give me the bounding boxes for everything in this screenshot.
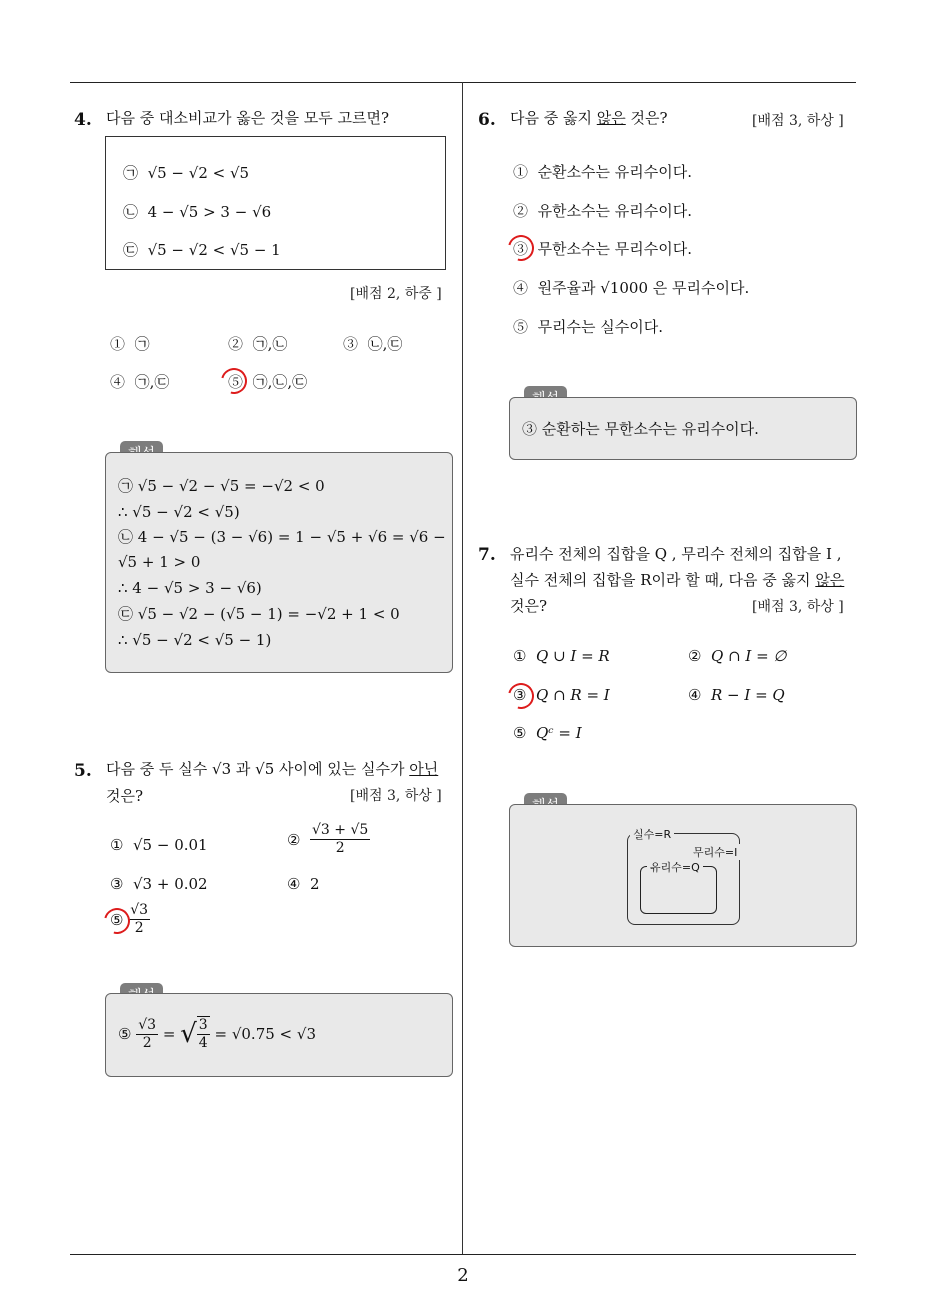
q5-option-2[interactable] (287, 822, 370, 857)
option-number: ① (513, 163, 529, 181)
option-text: ㉠,㉡,㉢ (252, 373, 308, 391)
equals-sign: = (162, 1025, 176, 1043)
q7-option-1[interactable] (513, 647, 610, 665)
option-text: Q ∪ I = R (536, 647, 610, 665)
q6-option-3[interactable] (513, 238, 692, 259)
item-expr: √5 − √2 < √5 − 1 (147, 241, 281, 259)
option-number: ④ (513, 279, 529, 297)
option-text: 무리수는 실수이다. (537, 318, 664, 336)
venn-label-real: 실수=R (630, 826, 674, 842)
option-number: ④ (110, 373, 126, 391)
q6-answer-circle (503, 230, 539, 266)
q4-solution-line-3: ㉡ 4 − √5 − (3 − √6) = 1 − √5 + √6 = √6 − (118, 528, 446, 546)
option-number: ① (110, 335, 126, 353)
q7-option-4[interactable] (688, 686, 785, 704)
q6-solution-line: ③ 순환하는 무한소수는 유리수이다. (522, 420, 759, 438)
q4-answer-circle (216, 363, 252, 399)
solution-mark: ⑤ (118, 1025, 132, 1043)
q4-solution-box (105, 452, 453, 673)
q5-option-1[interactable] (110, 836, 208, 854)
q7-answer-circle (503, 678, 539, 714)
option-number: ③ (513, 240, 529, 258)
q7-text-line-2 (510, 566, 844, 594)
option-text: 유한소수는 유리수이다. (537, 202, 692, 220)
q5-text-main: 다음 중 두 실수 √3 과 √5 사이에 있는 실수가 (106, 760, 410, 778)
item-expr: √5 − √2 < √5 (147, 164, 250, 182)
q4-item-3 (123, 237, 281, 263)
option-number: ③ (513, 686, 527, 704)
q5-option-4[interactable] (287, 875, 320, 893)
solution-fraction (136, 1017, 158, 1052)
option-text: ㉠,㉢ (134, 373, 170, 391)
q7-number: 7. (478, 545, 496, 565)
venn-outer-set (627, 828, 740, 925)
item-mark: ㉡ (123, 203, 139, 221)
q6-underlined-word: 않은 (596, 109, 626, 127)
q4-option-1[interactable] (110, 333, 150, 354)
option-number: ④ (688, 686, 702, 704)
fraction-denominator: 2 (335, 840, 345, 856)
q4-score: [배점 2, 하중 ] (350, 286, 442, 302)
q7-underlined-word: 않은 (815, 571, 845, 589)
option-number: ⑤ (513, 318, 529, 336)
q4-solution-line-6: ㉢ √5 − √2 − (√5 − 1) = −√2 + 1 < 0 (118, 605, 400, 623)
q6-text-post: 것은? (625, 109, 668, 127)
option-text: √5 − 0.01 (133, 836, 208, 854)
page-number: 2 (457, 1265, 469, 1286)
option-text: 2 (310, 875, 320, 893)
q4-solution-line-5: ∴ 4 − √5 > 3 − √6) (118, 579, 262, 597)
option-number: ③ (110, 875, 124, 893)
q6-option-5[interactable] (513, 316, 663, 337)
q4-statement-box (105, 136, 446, 270)
radicand-fraction (197, 1016, 210, 1052)
fraction-numerator: √3 + √5 (312, 822, 369, 838)
q6-text-pre: 다음 중 옳지 (510, 109, 597, 127)
q4-solution-line-7: ∴ √5 − √2 < √5 − 1) (118, 631, 272, 649)
q7-solution-box (509, 804, 857, 947)
option-number: ⑤ (228, 373, 244, 391)
q7-option-5[interactable] (513, 724, 582, 742)
venn-inner-set (640, 861, 717, 914)
fraction-denominator: 2 (134, 920, 144, 936)
fraction-numerator: √3 (138, 1016, 157, 1033)
q5-text-line-2: 것은? (106, 787, 144, 805)
q6-option-4[interactable] (513, 277, 749, 298)
option-text: R − I = Q (711, 686, 785, 704)
q4-item-2 (123, 199, 271, 225)
q4-text: 다음 중 대소비교가 옳은 것을 모두 고르면? (106, 109, 389, 127)
option-text: Qᶜ = I (536, 724, 582, 742)
venn-label-irrational: 무리수=I (690, 844, 740, 860)
q7-text-line-1: 유리수 전체의 집합을 Q , 무리수 전체의 집합을 I , (510, 545, 842, 563)
item-mark: ㉢ (123, 241, 139, 259)
option-text: ㉡,㉢ (367, 335, 403, 353)
q5-solution-box (105, 993, 453, 1077)
option-text: Q ∩ R = I (536, 686, 610, 704)
option-number: ① (110, 836, 124, 854)
q5-number: 5. (74, 761, 92, 781)
item-mark: ㉠ (123, 164, 139, 182)
q6-solution-box (509, 397, 857, 460)
q7-text-line-3: 것은? (510, 597, 548, 615)
q6-text (510, 104, 668, 132)
q4-item-1 (123, 160, 249, 186)
q5-option-3[interactable] (110, 875, 208, 893)
option-fraction (310, 822, 370, 857)
column-divider (462, 82, 463, 1254)
q4-option-3[interactable] (343, 333, 402, 354)
q4-solution-line-2: ∴ √5 − √2 < √5) (118, 503, 240, 521)
q4-solution-line-4: √5 + 1 > 0 (118, 553, 201, 571)
option-text: ㉠ (134, 335, 150, 353)
option-number: ① (513, 647, 527, 665)
venn-label-rational: 유리수=Q (647, 859, 703, 875)
option-text: Q ∩ I = ∅ (711, 647, 787, 665)
bottom-rule (70, 1254, 856, 1255)
q4-option-4[interactable] (110, 371, 169, 392)
option-number: ② (228, 335, 244, 353)
fraction-denominator: 4 (198, 1035, 208, 1051)
q5-underlined-word: 아닌 (409, 760, 439, 778)
option-number: ⑤ (513, 724, 527, 742)
radical-sign: √ (180, 1019, 197, 1049)
q4-number: 4. (74, 110, 92, 130)
q6-option-1[interactable] (513, 161, 692, 182)
option-text: ㉠,㉡ (252, 335, 288, 353)
option-text: √3 + 0.02 (133, 875, 208, 893)
option-number: ② (287, 830, 301, 849)
q6-option-2[interactable] (513, 200, 692, 221)
q5-text-line-1 (106, 755, 438, 783)
option-text: 원주율과 √1000 은 무리수이다. (537, 279, 750, 297)
q4-option-2[interactable] (228, 333, 287, 354)
root-fraction (180, 1016, 210, 1052)
q5-score: [배점 3, 하상 ] (350, 788, 442, 804)
q6-number: 6. (478, 110, 496, 130)
fraction-numerator: √3 (130, 902, 149, 918)
option-number: ③ (343, 335, 359, 353)
q4-solution-line-1: ㉠ √5 − √2 − √5 = −√2 < 0 (118, 477, 325, 495)
option-text: 순환소수는 유리수이다. (537, 163, 692, 181)
option-text: 무한소수는 무리수이다. (537, 240, 692, 258)
option-number: ⑤ (110, 910, 124, 929)
q7-option-2[interactable] (688, 647, 787, 665)
fraction-numerator: 3 (198, 1017, 208, 1033)
q7-text-line-2-main: 실수 전체의 집합을 R이라 할 때, 다음 중 옳지 (510, 571, 816, 589)
option-number: ② (513, 202, 529, 220)
solution-rest: = √0.75 < √3 (214, 1025, 316, 1043)
option-number: ④ (287, 875, 301, 893)
top-rule (70, 82, 856, 83)
option-number: ② (688, 647, 702, 665)
option-fraction (128, 902, 150, 937)
item-expr: 4 − √5 > 3 − √6 (147, 203, 272, 221)
q6-score: [배점 3, 하상 ] (752, 113, 844, 129)
q5-solution-line (118, 1016, 316, 1052)
fraction-denominator: 2 (142, 1034, 152, 1051)
q7-score: [배점 3, 하상 ] (752, 599, 844, 615)
